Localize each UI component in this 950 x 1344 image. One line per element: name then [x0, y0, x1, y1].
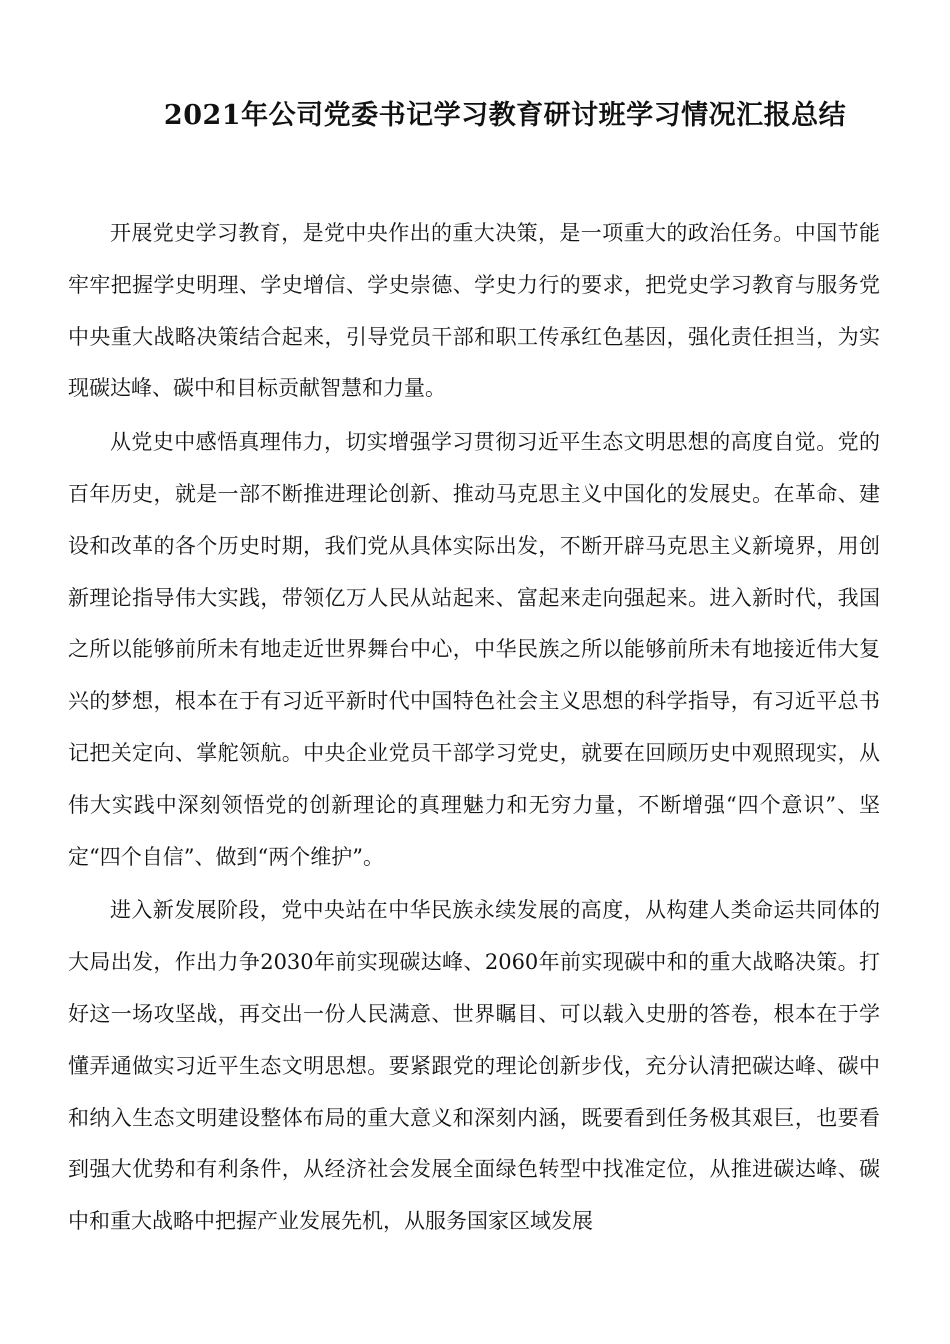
document-body — [68, 208, 880, 1250]
paragraph: 开展党史学习教育，是党中央作出的重大决策，是一项重大的政治任务。中国节能牢牢把握学史明理、学史增信、学史崇德、学史力行的要求，把党史学习教育与服务党中央重大战略决策结合起来，引导党员干部和职工传承红色基因，强化责任担当，为实现碳达峰、碳中和目标贡献智慧和力量。 — [68, 221, 880, 401]
document-title: 2021年公司党委书记学习教育研讨班学习情况汇报总结 — [163, 100, 847, 131]
paragraph: 进入新发展阶段，党中央站在中华民族永续发展的高度，从构建人类命运共同体的大局出发，作出力争2030年前实现碳达峰、2060年前实现碳中和的重大战略决策。打好这一场攻坚战，再交出一份人民满意、世界瞩目、可以载入史册的答卷，根本在于学懂弄通做实习近平生态文明思想。要紧跟党的理论创新步伐，充分认清把碳达峰、碳中和纳入生态文明建设整体布局的重大意义和深刻内涵，既要看到任务极其艰巨，也要看到强大优势和有利条件，从经济社会发展全面绿色转型中找准定位，从推进碳达峰、碳中和重大战略中把握产业发展先机，从服务国家区域发展 — [68, 898, 880, 1234]
paragraph: 从党史中感悟真理伟力，切实增强学习贯彻习近平生态文明思想的高度自觉。党的百年历史，就是一部不断推进理论创新、推动马克思主义中国化的发展史。在革命、建设和改革的各个历史时期，我们党从具体实际出发，不断开辟马克思主义新境界，用创新理论指导伟大实践，带领亿万人民从站起来、富起来走向强起来。进入新时代，我国之所以能够前所未有地走近世界舞台中心，中华民族之所以能够前所未有地接近伟大复兴的梦想，根本在于有习近平新时代中国特色社会主义思想的科学指导，有习近平总书记把关定向、掌舵领航。中央企业党员干部学习党史，就要在回顾历史中观照现实，从伟大实践中深刻领悟党的创新理论的真理魅力和无穷力量，不断增强“四个意识”、坚定“四个自信”、做到“两个维护”。 — [68, 430, 880, 869]
